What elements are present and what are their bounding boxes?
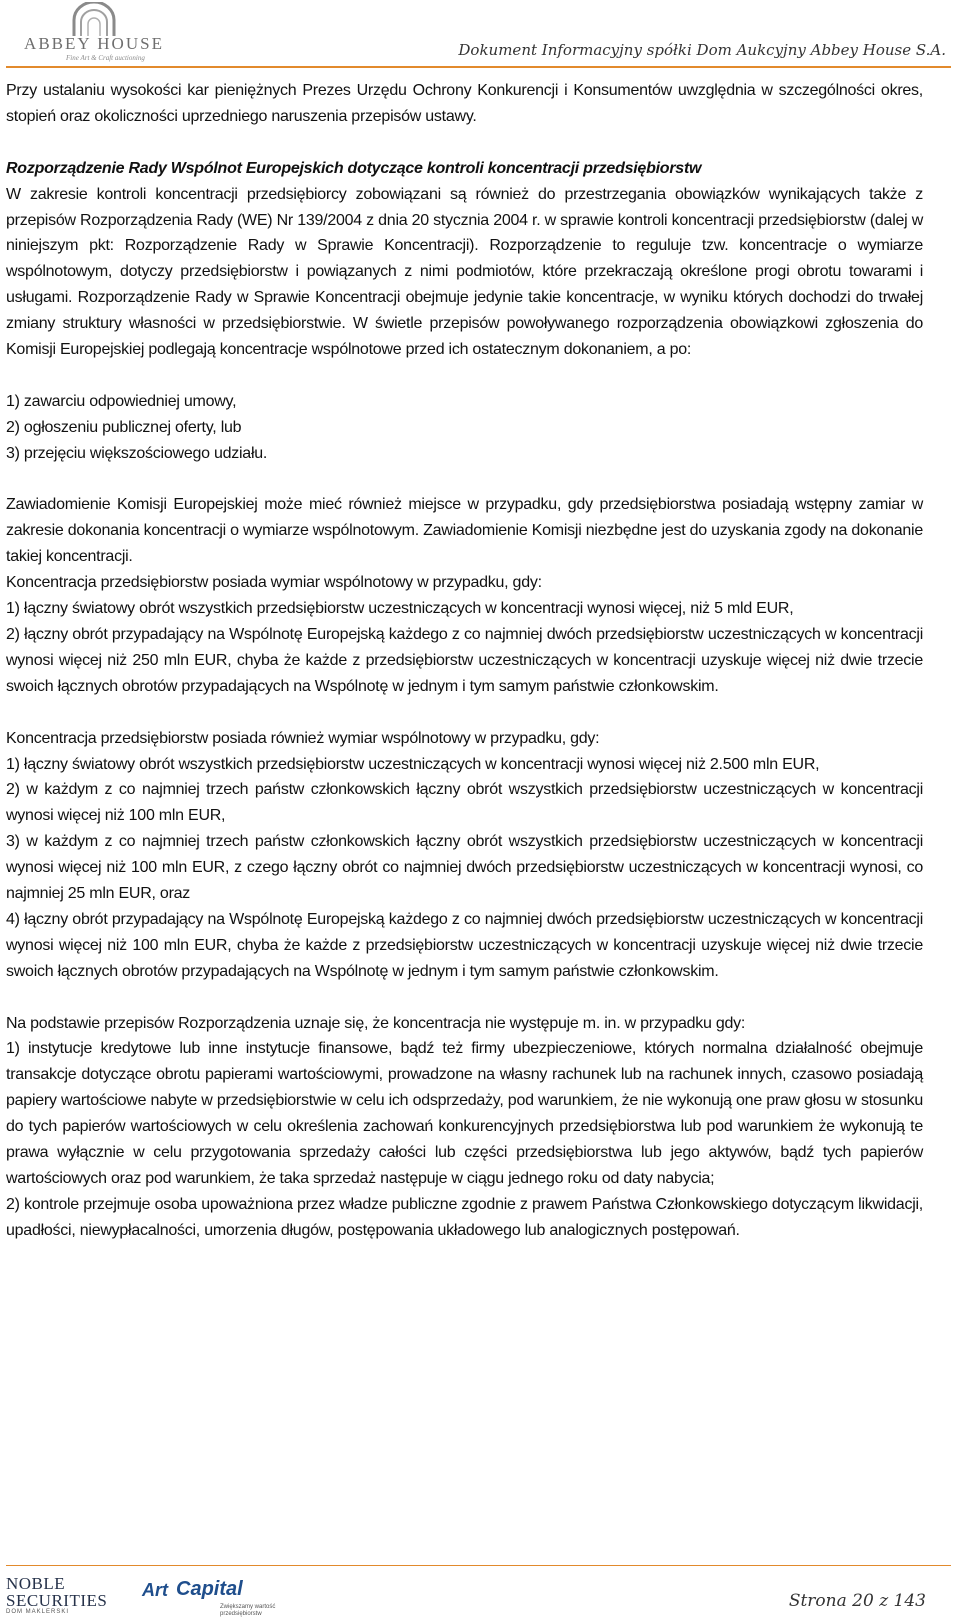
- logo-tagline: Fine Art & Craft auctioning: [66, 54, 145, 62]
- noble-logo-line3: DOM MAKLERSKI: [6, 1609, 70, 1615]
- noble-logo-line1: NOBLE: [6, 1574, 66, 1593]
- spacer: [6, 130, 923, 156]
- page-header: [0, 0, 960, 70]
- paragraph-community-dimension-alt: Koncentracja przedsiębiorstw posiada również wymiar wspólnotowy w przypadku, gdy:: [6, 729, 600, 747]
- noble-securities-logo: [6, 1575, 126, 1621]
- art-capital-art: Art: [142, 1580, 168, 1600]
- paragraph-notification: Zawiadomienie Komisji Europejskiej może mieć również miejsce w przypadku, gdy przedsiębiorstwa posiadają wstępny zamiar w zakresie dokonania koncentracji o wymiarze wspólnotowym. Zawiadomienie Komisji niezbędne jest do uzyskania zgody na dokonanie takiej koncentracji.: [6, 496, 923, 566]
- footer-divider: [6, 1565, 951, 1566]
- noble-logo-line2: SECURITIES: [6, 1591, 108, 1610]
- page-number: Strona 20 z 143: [788, 1591, 926, 1611]
- spacer: [6, 700, 923, 726]
- art-capital-logo: [142, 1578, 276, 1622]
- spacer: [6, 363, 923, 389]
- document-title: Dokument Informacyjny spółki Dom Aukcyjny Abbey House S.A.: [458, 41, 946, 59]
- list-item: 2) kontrole przejmuje osoba upoważniona przez władze publiczne zgodnie z prawem Państwa Członkowskiego dotyczącym likwidacji, upadłości, niewypłacalności, umorzenia długów, postępowania układowego lub analogicznych postępowań.: [6, 1195, 923, 1239]
- list-item: 2) ogłoszeniu publicznej oferty, lub: [6, 418, 242, 436]
- spacer: [6, 467, 923, 493]
- paragraph-regulation: W zakresie kontroli koncentracji przedsiębiorcy zobowiązani są również do przestrzegania obowiązków wynikających także z przepisów Rozporządzenia Rady (WE) Nr 139/2004 z dnia 20 stycznia 2004 r. w sprawie kontroli koncentracji przedsiębiorstw (dalej w niniejszym pkt: Rozporządzenie Rady w Sprawie Koncentracji). Rozporządzenie to reguluje tzw. koncentracje o wymiarze wspólnotowym, dotyczy przedsiębiorstw i powiązanych z nimi podmiotów, które przekraczają określone progi obrotu towarami i usługami. Rozporządzenie Rady w Sprawie Koncentracji obejmuje jedynie takie koncentracje, w wyniku których dochodzi do trwałej zmiany struktury własności w przedsiębiorstwie. W świetle przepisów powoływanego rozporządzenia obowiązkowi zgłoszenia do Komisji Europejskiej podlegają koncentracje wspólnotowe przed ich ostatecznym dokonaniem, a po:: [6, 185, 923, 359]
- list-item: 2) w każdym z co najmniej trzech państw członkowskich łączny obrót wszystkich przedsiębiorstw uczestniczących w koncentracji wynosi więcej niż 100 mln EUR,: [6, 781, 923, 825]
- document-body: [6, 78, 923, 1244]
- list-item: 2) łączny obrót przypadający na Wspólnotę Europejską każdego z co najmniej dwóch przedsiębiorstw uczestniczących w koncentracji wynosi więcej niż 250 mln EUR, chyba że każde z przedsiębiorstw uczestniczących w koncentracji uzyskuje więcej niż dwie trzecie swoich łącznych obrotów przypadających na Wspólnotę w jednym i tym samym państwie członkowskim.: [6, 625, 923, 695]
- art-capital-tagline: Zwiększamy wartość przedsiębiorstw: [220, 1604, 276, 1617]
- section-heading: Rozporządzenie Rady Wspólnot Europejskich dotyczące kontroli koncentracji przedsiębiorstw: [6, 159, 702, 177]
- paragraph-exceptions: Na podstawie przepisów Rozporządzenia uznaje się, że koncentracja nie występuje m. in. w przypadku gdy:: [6, 1014, 746, 1032]
- list-item: 1) łączny światowy obrót wszystkich przedsiębiorstw uczestniczących w koncentracji wynosi więcej, niż 5 mld EUR,: [6, 600, 794, 618]
- list-item: 4) łączny obrót przypadający na Wspólnotę Europejską każdego z co najmniej dwóch przedsiębiorstw uczestniczących w koncentracji wynosi więcej niż 100 mln EUR, chyba że każde z przedsiębiorstw uczestniczących w koncentracji uzyskuje więcej niż dwie trzecie swoich łącznych obrotów przypadających na Wspólnotę w jednym i tym samym państwie członkowskim.: [6, 910, 923, 980]
- art-capital-capital: Capital: [176, 1578, 243, 1600]
- list-item: 1) łączny światowy obrót wszystkich przedsiębiorstw uczestniczących w koncentracji wynosi więcej niż 2.500 mln EUR,: [6, 755, 820, 773]
- list-item: 1) instytucje kredytowe lub inne instytucje finansowe, bądź też firmy ubezpieczeniowe, których normalna działalność obejmuje transakcje dotyczące obrotu papierami wartościowymi, prowadzone na własny rachunek lub na rachunek innych, czasowo posiadają papiery wartościowe nabyte w przedsiębiorstwie w celu ich odsprzedaży, pod warunkiem, że nie wykonują one praw głosu w stosunku do tych papierów wartościowych w celu określenia zachowań konkurencyjnych przedsiębiorstwa lub pod warunkiem że wykonują te prawa wyłącznie w celu przygotowania sprzedaży całości lub części przedsiębiorstwa lub jego aktywów, bądź tych papierów wartościowych oraz pod warunkiem, że taka sprzedaż następuje w ciągu jednego roku od daty nabycia;: [6, 1040, 923, 1187]
- logo-name: ABBEY HOUSE: [24, 34, 164, 53]
- paragraph-community-dimension: Koncentracja przedsiębiorstw posiada wymiar wspólnotowy w przypadku, gdy:: [6, 574, 542, 592]
- list-item: 3) przejęciu większościowego udziału.: [6, 444, 268, 462]
- spacer: [6, 985, 923, 1011]
- arch-logo-icon: [68, 2, 120, 36]
- paragraph-penalties: Przy ustalaniu wysokości kar pieniężnych Prezes Urzędu Ochrony Konkurencji i Konsumentów uwzględnia w szczególności okres, stopień oraz okoliczności uprzedniego naruszenia przepisów ustawy.: [6, 82, 923, 125]
- abbey-house-logo: [6, 2, 176, 64]
- header-divider: [6, 66, 951, 68]
- list-item: 1) zawarciu odpowiedniej umowy,: [6, 392, 237, 410]
- list-item: 3) w każdym z co najmniej trzech państw członkowskich łączny obrót wszystkich przedsiębiorstw uczestniczących w koncentracji wynosi więcej niż 100 mln EUR, z czego łączny obrót co najmniej dwóch przedsiębiorstw uczestniczących w koncentracji wynosi, co najmniej 25 mln EUR, oraz: [6, 833, 923, 903]
